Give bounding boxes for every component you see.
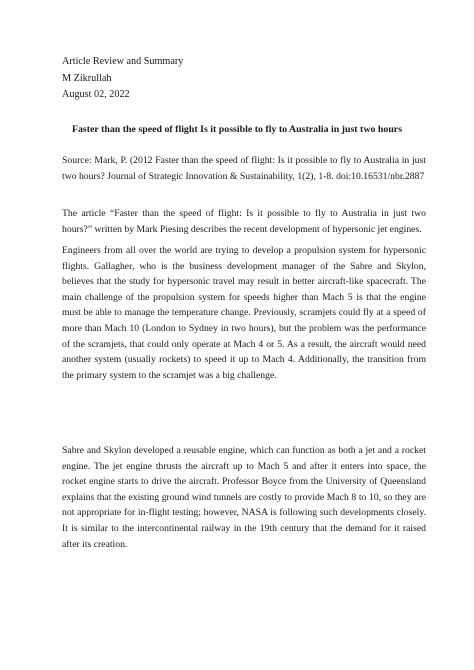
- author-name: M Zikrullah: [62, 72, 112, 84]
- document-type: Article Review and Summary: [62, 56, 184, 67]
- source-citation: Source: Mark, P. (2012 Faster than the speed of flight: Is it possible to fly to Australia in just two hours? Journal of Strategic Innovation & Sustainability, 1(2), 1-8. doi:10.16531/nbr.2887: [62, 155, 426, 182]
- article-title: Faster than the speed of flight Is it possible to fly to Australia in just two hours: [71, 124, 403, 135]
- document-header: [62, 54, 422, 104]
- intro-paragraph: The article “Faster than the speed of flight: Is it possible to fly to Australia in just two hours?” written by Mark Piesing describes the recent development of hypersonic jet engines.: [62, 208, 426, 235]
- body-paragraph-1: Engineers from all over the world are trying to develop a propulsion system for hypersonic flights. Gallagher, who is the business development manager of the Sabre and Skylon, believes that the study for hypersonic travel may result in better aircraft-like spacecraft. The main challenge of the propulsion system for speeds higher than Mach 5 is that the engine must be able to manage the temperature change. Previously, scramjets could fly at a speed of more than Mach 10 (London to Sydney in two hours), but the problem was the performance of the scramjets, that could only operate at Mach 4 or 5. As a result, the aircraft would need another system (usually rockets) to speed it up to Mach 4. Additionally, the transition from the primary system to the scramjet was a big challenge.: [62, 245, 426, 381]
- document-date: August 02, 2022: [62, 89, 130, 100]
- body-paragraph-2: Sabre and Skylon developed a reusable engine, which can function as both a jet and a rocket engine. The jet engine thrusts the aircraft up to Mach 5 and after it enters into space, the rocket engine starts to drive the aircraft. Professor Boyce from the University of Queensland explains that the existing ground wind tunnels are costly to provide Mach 8 to 10, so they are not appropriate for in-flight testing; however, NASA is following such developments closely. It is similar to the intercontinental railway in the 19th century that the demand for it raised after its creation.: [62, 445, 426, 550]
